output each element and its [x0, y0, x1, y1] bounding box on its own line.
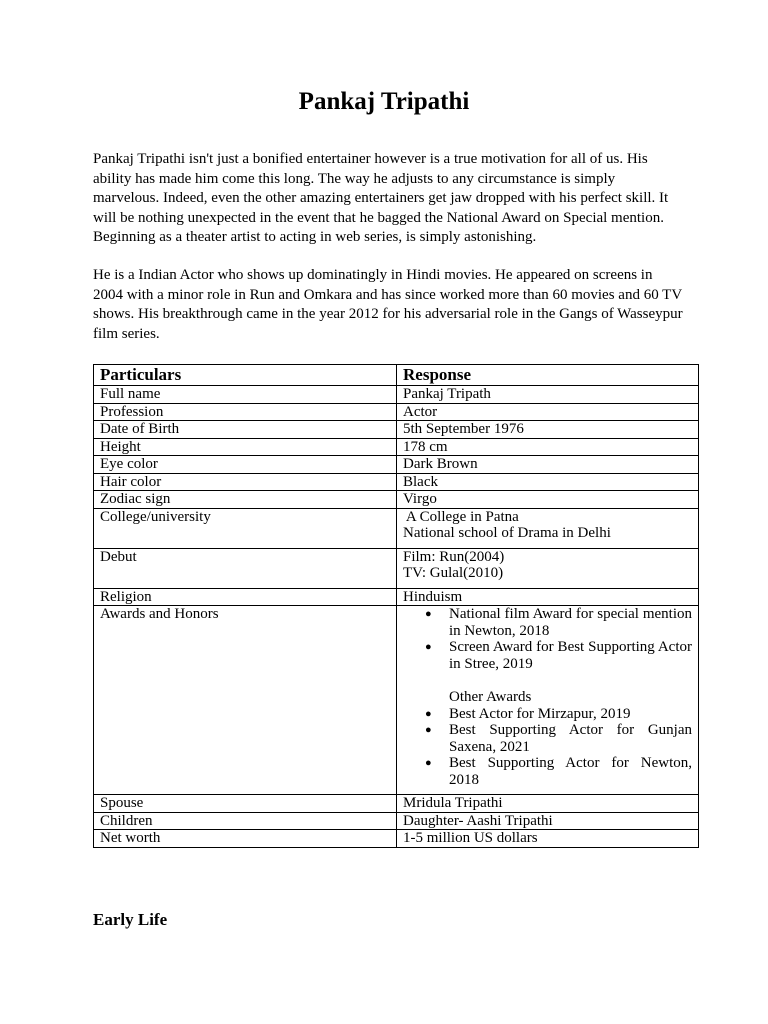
row-label: Eye color [94, 456, 397, 474]
career-paragraph: He is a Indian Actor who shows up dominatingly in Hindi movies. He appeared on screens in 2004 with a minor role in Run and Omkara and has since worked more than 60 movies and 60 TV shows. His breakthrough came in the year 2012 for his adversarial role in the Gangs of Wasseypur film series. [93, 267, 683, 342]
table-row [94, 606, 699, 795]
table-header-row [94, 365, 699, 386]
row-value: 5th September 1976 [397, 421, 699, 439]
debut-line: TV: Gulal(2010) [403, 565, 504, 581]
row-value: 178 cm [397, 438, 699, 456]
row-label: College/university [94, 508, 397, 548]
award-item: ● National film Award for special mention in Newton, 2018 [449, 606, 692, 639]
college-line: National school of Drama in Delhi [403, 525, 611, 541]
debut-line: Film: Run(2004) [403, 548, 505, 565]
table-row [94, 508, 699, 548]
table-row [94, 548, 699, 588]
intro-paragraph: Pankaj Tripathi isn't just a bonified entertainer however is a true motivation for all of us. His ability has made him come this long. The way he adjusts to any circumstance is simply marvelous. Indeed, even the other amazing entertainers get jaw dropped with his perfect skill. It will be nothing unexpected in the event that he bagged the National Award on Special mention. Beginning as a theater artist to acting in web series, is simply astonishing. [93, 151, 669, 245]
row-label: Profession [94, 403, 397, 421]
table-row [94, 491, 699, 509]
row-label: Full name [94, 386, 397, 404]
row-label: Height [94, 438, 397, 456]
row-value [397, 508, 699, 548]
info-table [93, 364, 699, 848]
row-label: Debut [94, 548, 397, 588]
table-row [94, 473, 699, 491]
row-label: Date of Birth [94, 421, 397, 439]
header-response: Response [397, 365, 699, 386]
table-row [94, 812, 699, 830]
row-label: Spouse [94, 795, 397, 813]
row-label: Awards and Honors [94, 606, 397, 795]
table-row [94, 438, 699, 456]
table-row [94, 386, 699, 404]
table-row [94, 830, 699, 848]
awards-list [403, 606, 692, 788]
row-value: Pankaj Tripath [397, 386, 699, 404]
row-value: Mridula Tripathi [397, 795, 699, 813]
page-title: Pankaj Tripathi [298, 88, 470, 115]
row-value [397, 606, 699, 795]
list-spacer [449, 672, 692, 689]
table-row [94, 421, 699, 439]
row-value [397, 548, 699, 588]
award-item: ● Best Actor for Mirzapur, 2019 [449, 706, 692, 723]
row-value: Actor [397, 403, 699, 421]
table-row [94, 456, 699, 474]
other-awards-label: Other Awards [449, 689, 532, 705]
award-item: ● Best Supporting Actor for Newton, 2018 [449, 755, 692, 788]
row-label: Religion [94, 588, 397, 606]
row-value: Black [397, 473, 699, 491]
table-row [94, 403, 699, 421]
row-label: Hair color [94, 473, 397, 491]
row-value: Virgo [397, 491, 699, 509]
row-value: 1-5 million US dollars [397, 830, 699, 848]
college-line: A College in Patna [403, 508, 519, 525]
row-label: Children [94, 812, 397, 830]
row-value: Dark Brown [397, 456, 699, 474]
section-heading-early-life: Early Life [93, 910, 168, 929]
award-item: ● Screen Award for Best Supporting Actor in Stree, 2019 [449, 639, 692, 672]
row-value: Daughter- Aashi Tripathi [397, 812, 699, 830]
row-label: Zodiac sign [94, 491, 397, 509]
table-row [94, 795, 699, 813]
row-value: Hinduism [397, 588, 699, 606]
table-row [94, 588, 699, 606]
row-label: Net worth [94, 830, 397, 848]
header-particulars: Particulars [94, 365, 397, 386]
award-item: ● Best Supporting Actor for Gunjan Saxena, 2021 [449, 722, 692, 755]
